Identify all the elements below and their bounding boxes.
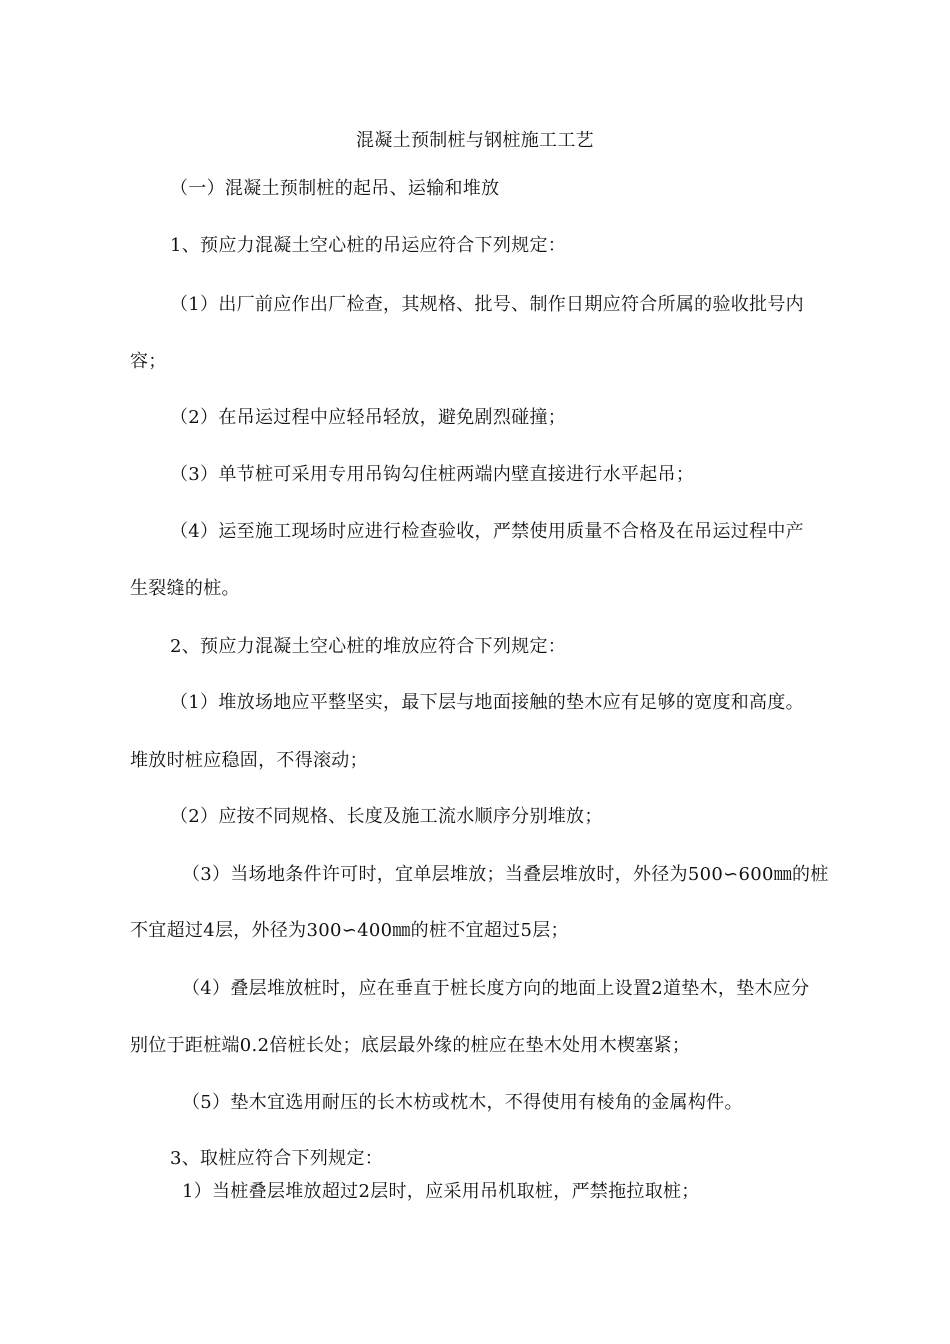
- paragraph-line: （4）叠层堆放桩时，应在垂直于桩长度方向的地面上设置2道垫木，垫木应分: [182, 978, 810, 999]
- paragraph-line: 1）当桩叠层堆放超过2层时，应采用吊机取桩，严禁拖拉取桩；: [182, 1181, 700, 1202]
- paragraph-line: （2）在吊运过程中应轻吊轻放，避免剧烈碰撞；: [170, 407, 567, 428]
- paragraph-line: 别位于距桩端0.2倍桩长处；底层最外缘的桩应在垫木处用木楔塞紧；: [130, 1035, 691, 1056]
- paragraph-line: 不宜超过4层，外径为300∽400㎜的桩不宜超过5层；: [130, 920, 569, 941]
- paragraph-line: （5）垫木宜选用耐压的长木枋或枕木，不得使用有棱角的金属构件。: [182, 1092, 743, 1113]
- document-title: 混凝土预制桩与钢桩施工工艺: [356, 130, 594, 151]
- paragraph-line: （1）出厂前应作出厂检查，其规格、批号、制作日期应符合所属的验收批号内: [170, 294, 804, 315]
- paragraph-line: （2）应按不同规格、长度及施工流水顺序分别堆放；: [170, 806, 603, 827]
- subsection-heading: 1、预应力混凝土空心桩的吊运应符合下列规定：: [170, 235, 567, 256]
- subsection-heading: 3、取桩应符合下列规定：: [170, 1148, 384, 1169]
- paragraph-line: 堆放时桩应稳固，不得滚动；: [130, 750, 368, 771]
- subsection-heading: 2、预应力混凝土空心桩的堆放应符合下列规定：: [170, 636, 567, 657]
- paragraph-line: （3）单节桩可采用专用吊钩勾住桩两端内壁直接进行水平起吊；: [170, 464, 695, 485]
- paragraph-line: 容；: [130, 351, 167, 372]
- paragraph-line: （1）堆放场地应平整坚实，最下层与地面接触的垫木应有足够的宽度和高度。: [170, 692, 804, 713]
- paragraph-line: （3）当场地条件许可时，宜单层堆放；当叠层堆放时，外径为500∽600㎜的桩: [182, 864, 829, 885]
- paragraph-line: （4）运至施工现场时应进行检查验收，严禁使用质量不合格及在吊运过程中产: [170, 521, 804, 542]
- paragraph-line: 生裂缝的桩。: [130, 578, 240, 599]
- section-heading: （一）混凝土预制桩的起吊、运输和堆放: [170, 178, 500, 199]
